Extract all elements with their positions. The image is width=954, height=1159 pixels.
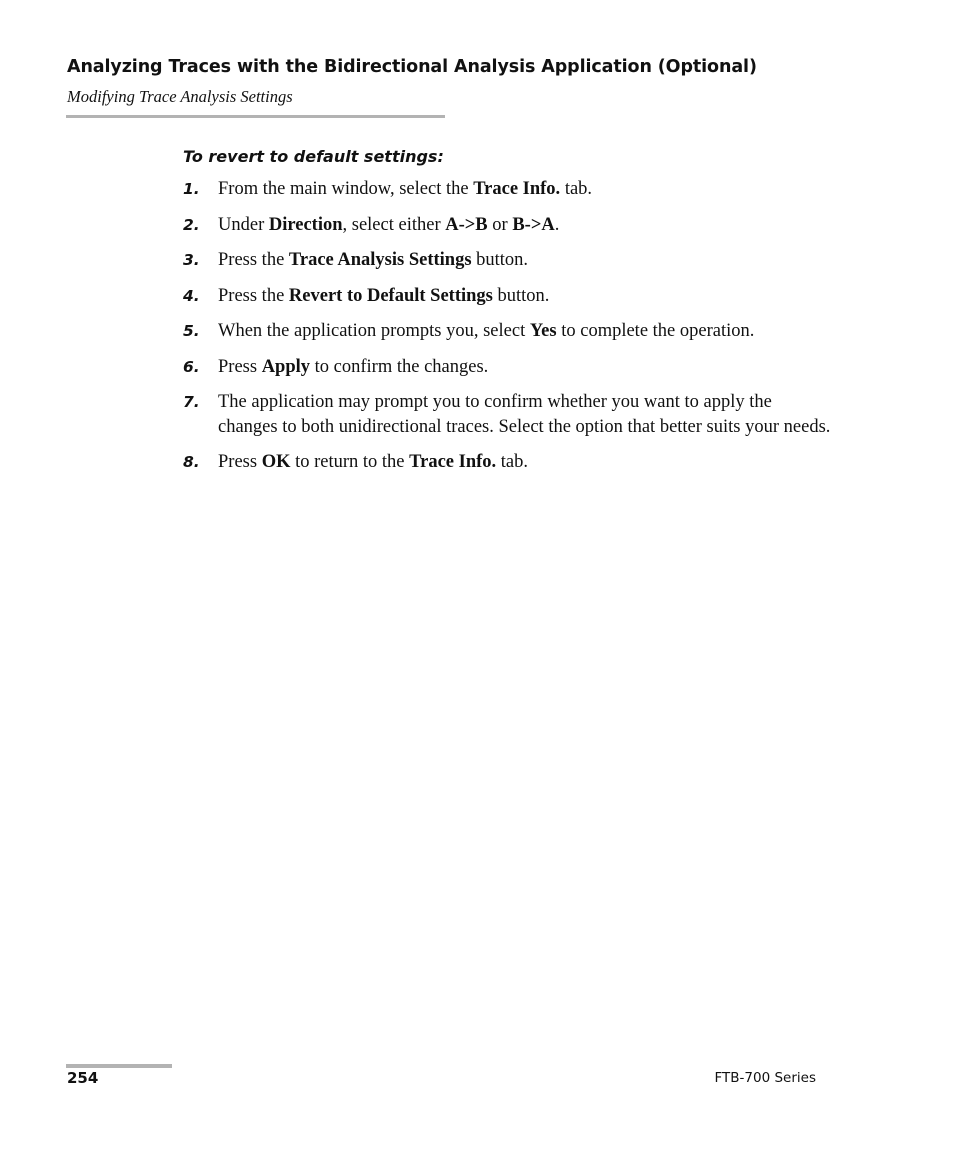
step-item [183,177,833,202]
step-item [183,450,833,475]
procedure-title: To revert to default settings: [183,147,444,166]
step-text: to return to the [290,452,410,472]
step-item [183,390,833,439]
step-ui-term: Direction [268,214,343,235]
step-text: From the main window, select the [218,179,474,199]
step-text: The application may prompt you to confirm whether you want to apply the changes to both unidirectional traces. Select the option that better suits your needs. [218,392,831,437]
step-text: to complete the operation. [556,321,755,341]
step-text: tab. [496,452,529,472]
step-text: button. [471,250,529,270]
product-series: FTB-700 Series [714,1070,816,1086]
step-number: 8. [183,453,200,471]
step-ui-term: Apply [261,356,311,377]
step-text: tab. [560,179,593,199]
step-text: Press the [218,250,289,270]
step-text: , select either [342,214,446,235]
header-divider [66,115,445,118]
step-item [183,284,833,309]
step-number: 1. [183,180,200,198]
step-ui-term: B->A [512,214,555,235]
step-text: or [487,214,513,235]
footer-divider [66,1064,172,1068]
section-title: Analyzing Traces with the Bidirectional Analysis Application (Optional) [67,57,757,77]
step-item [183,355,833,380]
step-item [183,213,833,238]
step-number: 4. [183,286,200,305]
step-text: Under [218,214,269,235]
step-ui-term: Trace Info. [409,452,497,472]
step-ui-term: Yes [529,321,557,341]
step-ui-term: A->B [445,214,488,235]
section-subtitle: Modifying Trace Analysis Settings [67,87,293,106]
step-ui-term: Trace Analysis Settings [288,250,472,270]
step-text: Press [218,452,262,472]
step-number: 6. [183,357,200,376]
step-ui-term: Revert to Default Settings [288,285,493,306]
step-text: to confirm the changes. [310,356,489,377]
step-ui-term: OK [261,452,291,472]
step-text: Press the [218,285,289,306]
step-item [183,319,833,344]
procedure-steps [183,177,833,486]
step-number: 3. [183,251,200,269]
step-text: When the application prompts you, select [218,321,530,341]
step-item [183,248,833,273]
step-number: 5. [183,322,200,340]
step-number: 2. [183,215,200,234]
step-text: Press [218,356,262,377]
step-number: 7. [183,393,200,411]
page-number: 254 [67,1069,99,1087]
step-text: button. [492,285,550,306]
step-ui-term: Trace Info. [473,179,561,199]
step-text: . [554,214,560,235]
